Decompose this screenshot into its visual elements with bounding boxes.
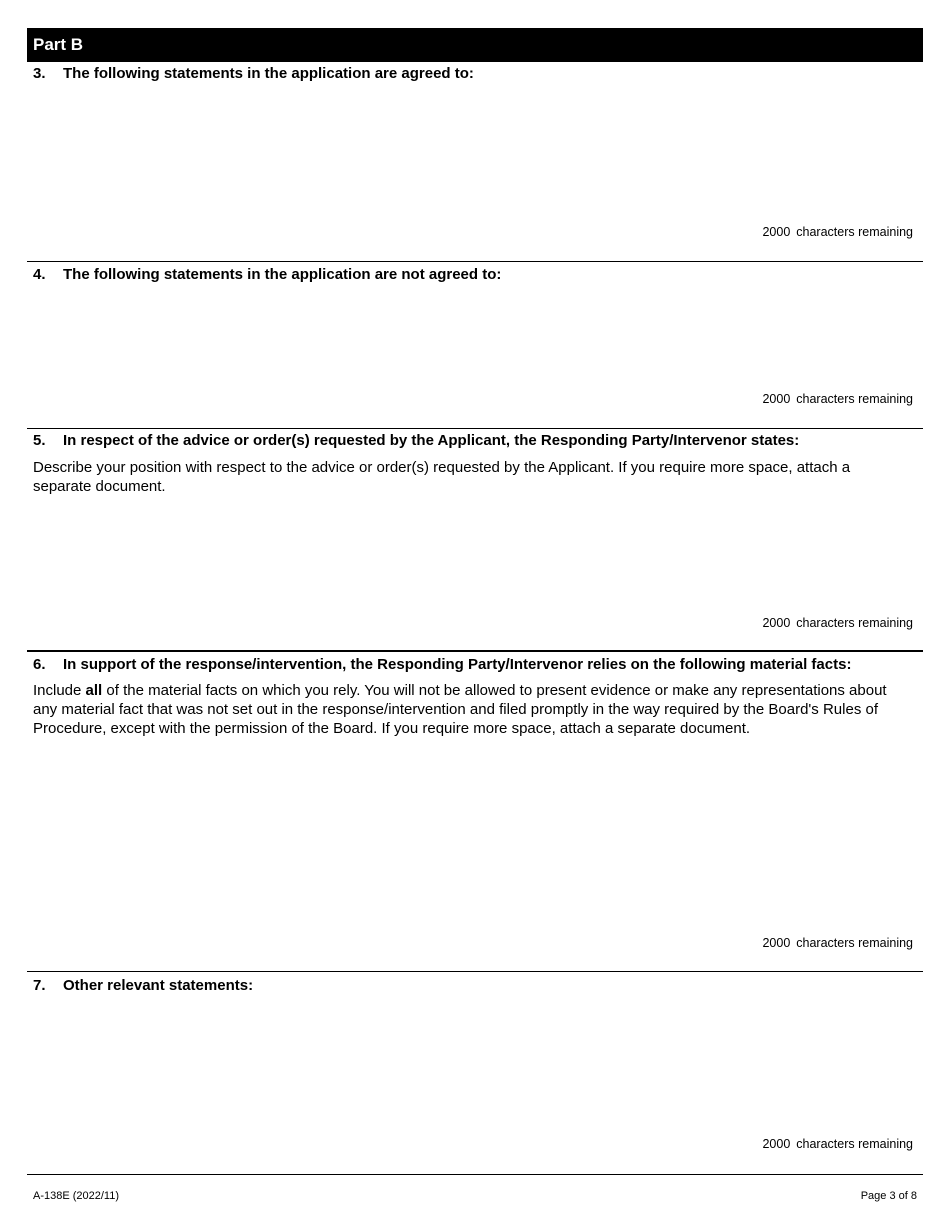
other-statements-field[interactable] <box>30 1002 914 1131</box>
section-7-number: 7. <box>33 977 46 994</box>
section-6-remaining-count: 2000 <box>762 936 791 950</box>
section-5-remaining-count: 2000 <box>762 616 791 630</box>
section-4-remaining-count: 2000 <box>762 392 791 406</box>
section-3-remaining-label: characters remaining <box>796 225 913 239</box>
section-divider <box>27 261 923 262</box>
section-6-description-bold: all <box>85 682 103 699</box>
section-5-remaining-label: characters remaining <box>796 616 913 630</box>
section-3-title: The following statements in the application are agreed to: <box>63 65 474 82</box>
section-4-remaining-label: characters remaining <box>796 392 913 406</box>
section-3-heading <box>33 65 474 82</box>
section-3-remaining-count: 2000 <box>762 225 791 239</box>
section-6-number: 6. <box>33 656 46 673</box>
section-7-title: Other relevant statements: <box>63 977 254 994</box>
position-on-orders-field[interactable] <box>30 500 914 614</box>
part-header <box>27 28 923 62</box>
section-4-title: The following statements in the application are not agreed to: <box>63 266 502 283</box>
section-3-number: 3. <box>33 65 46 82</box>
material-facts-field[interactable] <box>30 742 914 931</box>
section-6-description-pre: Include <box>33 682 86 699</box>
section-4-char-counter <box>762 392 913 406</box>
section-3-char-counter <box>762 225 913 239</box>
section-5-heading <box>33 432 799 449</box>
page-number: Page 3 of 8 <box>860 1190 917 1202</box>
section-7-heading <box>33 977 253 994</box>
section-6-title: In support of the response/intervention, the Responding Party/Intervenor relies on the following material facts: <box>63 656 852 673</box>
section-6-description <box>33 681 908 738</box>
section-6-char-counter <box>762 936 913 950</box>
form-id: A-138E (2022/11) <box>33 1190 120 1202</box>
section-6-remaining-label: characters remaining <box>796 936 913 950</box>
section-5-title: In respect of the advice or order(s) requested by the Applicant, the Responding Party/Intervenor states: <box>63 432 800 449</box>
section-7-char-counter <box>762 1137 913 1151</box>
section-7-remaining-count: 2000 <box>762 1137 791 1151</box>
section-7-remaining-label: characters remaining <box>796 1137 913 1151</box>
part-title: Part B <box>33 35 84 54</box>
section-4-number: 4. <box>33 266 46 283</box>
not-agreed-statements-field[interactable] <box>30 290 914 389</box>
section-5-number: 5. <box>33 432 46 449</box>
section-6-heading <box>33 656 851 673</box>
section-6-description-post: of the material facts on which you rely. You will not be allowed to present evidence or make any representations about any material fact that was not set out in the response/intervention and filed promptly in the way required by the Board's Rules of Procedure, except with the permission of the Board. If you require more space, attach a separate document. <box>33 682 887 737</box>
section-divider <box>27 971 923 972</box>
section-5-description: Describe your position with respect to the advice or order(s) requested by the Applicant. If you require more space, attach a separate document. <box>33 459 851 495</box>
section-divider <box>27 650 923 652</box>
agreed-statements-field[interactable] <box>30 88 914 222</box>
section-5-char-counter <box>762 616 913 630</box>
footer-divider <box>27 1174 923 1175</box>
section-4-heading <box>33 266 501 283</box>
section-divider <box>27 428 923 429</box>
